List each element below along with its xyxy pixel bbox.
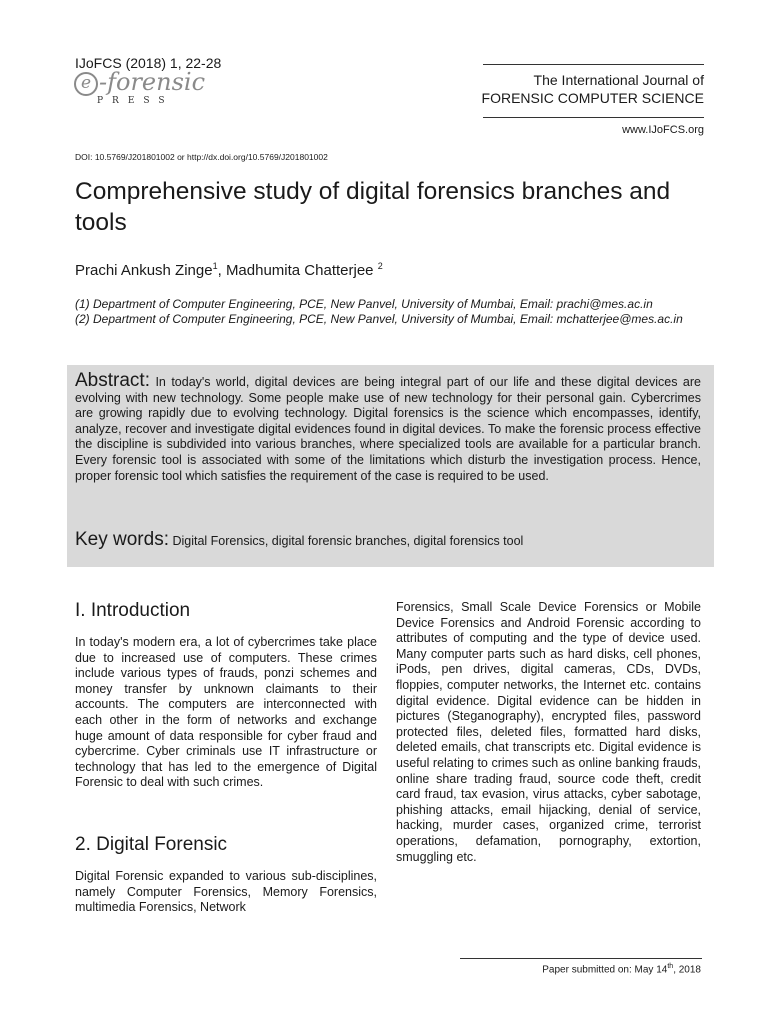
doi[interactable]: DOI: 10.5769/J201801002 or http://dx.doi.org/10.5769/J201801002 xyxy=(75,152,328,162)
keywords-label: Key words: xyxy=(75,529,169,550)
affiliation-1: (1) Department of Computer Engineering, PCE, New Panvel, University of Mumbai, Email: prachi@mes.ac.in xyxy=(75,297,653,311)
logo-press: PRESS xyxy=(97,96,174,106)
abstract-text: In today's world, digital devices are being integral part of our life and these digital devices are evolving with new technology. Some people make use of new technology for their personal gain. Cybercrimes are growing rapidly due to evolving technology. Digital forensics is the science which encompasses, identify, analyze, recover and investigate digital evidences found in digital devices. To make the forensic process effective the discipline is subdivided into various branches, where specialized tools are available for a particular branch. Every forensic tool is associated with some of the limitations which disturb the investigation process. Hence, proper forensic tool which satisfies the requirement of the case is required to be used. xyxy=(75,375,701,483)
author-1: Prachi Ankush Zinge xyxy=(75,262,213,279)
introduction-text: In today's modern era, a lot of cybercrimes take place due to increased use of computers. These crimes include various types of frauds, ponzi schemes and money transfer by unknown claimants to their accounts. The computers are interconnected with each other in the form of networks and exchange huge amount of data responsible for cyber fraud and cybercrime. Cyber criminals use IT infrastructure or technology that has led to the emergence of Digital Forensic to deal with such crimes. xyxy=(75,635,377,790)
logo-wordmark xyxy=(74,70,205,96)
right-column-text: Forensics, Small Scale Device Forensics or Mobile Device Forensics and Android Forensic according to attributes of computing and the type of device used. Many computer parts such as hard disks, cell phones, iPods, pen drives, digital cameras, CDs, DVDs, floppies, computer networks, the Internet etc. contains digital evidence. Digital evidence can be hidden in pictures (Steganography), encrypted files, password protected files, deleted files, formatted hard disks, deleted emails, chat transcripts etc. Digital evidence is useful relating to crimes such as online banking frauds, online share trading fraud, source code theft, credit card fraud, tax evasion, virus attacks, cyber sabotage, phishing attacks, email hijacking, denial of service, hacking, murder cases, organized crime, terrorist operations, defamation, pornography, extortion, smuggling etc. xyxy=(396,600,701,864)
journal-line-1: The International Journal of xyxy=(533,72,704,88)
section-heading-introduction: I. Introduction xyxy=(75,600,191,621)
citation: IJoFCS (2018) 1, 22-28 xyxy=(75,55,222,71)
affiliation-2: (2) Department of Computer Engineering, PCE, New Panvel, University of Mumbai, Email: mchatterjee@mes.ac.in xyxy=(75,312,683,326)
header-rule-bottom xyxy=(483,117,704,118)
journal-website[interactable]: www.IJoFCS.org xyxy=(622,124,704,136)
keywords xyxy=(75,529,523,551)
submission-year: , 2018 xyxy=(673,964,701,976)
keywords-text: Digital Forensics, digital forensic branches, digital forensics tool xyxy=(172,534,524,548)
digital-forensic-text: Digital Forensic expanded to various sub-disciplines, namely Computer Forensics, Memory Forensics, multimedia Forensics, Network xyxy=(75,869,377,915)
authors xyxy=(75,261,383,279)
journal-name xyxy=(482,71,704,107)
abstract-label: Abstract: xyxy=(75,370,150,391)
section-heading-digital-forensic: 2. Digital Forensic xyxy=(75,834,228,855)
paper-title: Comprehensive study of digital forensics branches and tools xyxy=(75,178,671,236)
author-1-sup: 1 xyxy=(212,261,218,271)
publisher-logo xyxy=(74,70,205,106)
header-rule-top xyxy=(483,64,704,65)
logo-e-icon: e xyxy=(74,72,98,96)
submission-text: Paper submitted on: May 14 xyxy=(542,964,668,976)
author-separator: , xyxy=(217,262,226,279)
journal-line-2: FORENSIC COMPUTER SCIENCE xyxy=(481,90,704,106)
submission-sup: th xyxy=(667,963,674,970)
logo-text: -forensic xyxy=(99,68,206,96)
footer-rule xyxy=(460,958,702,959)
submission-note xyxy=(542,963,701,975)
abstract xyxy=(75,370,701,484)
author-2: Madhumita Chatterjee xyxy=(225,262,378,279)
affiliations xyxy=(75,297,715,327)
author-2-sup: 2 xyxy=(377,261,383,271)
